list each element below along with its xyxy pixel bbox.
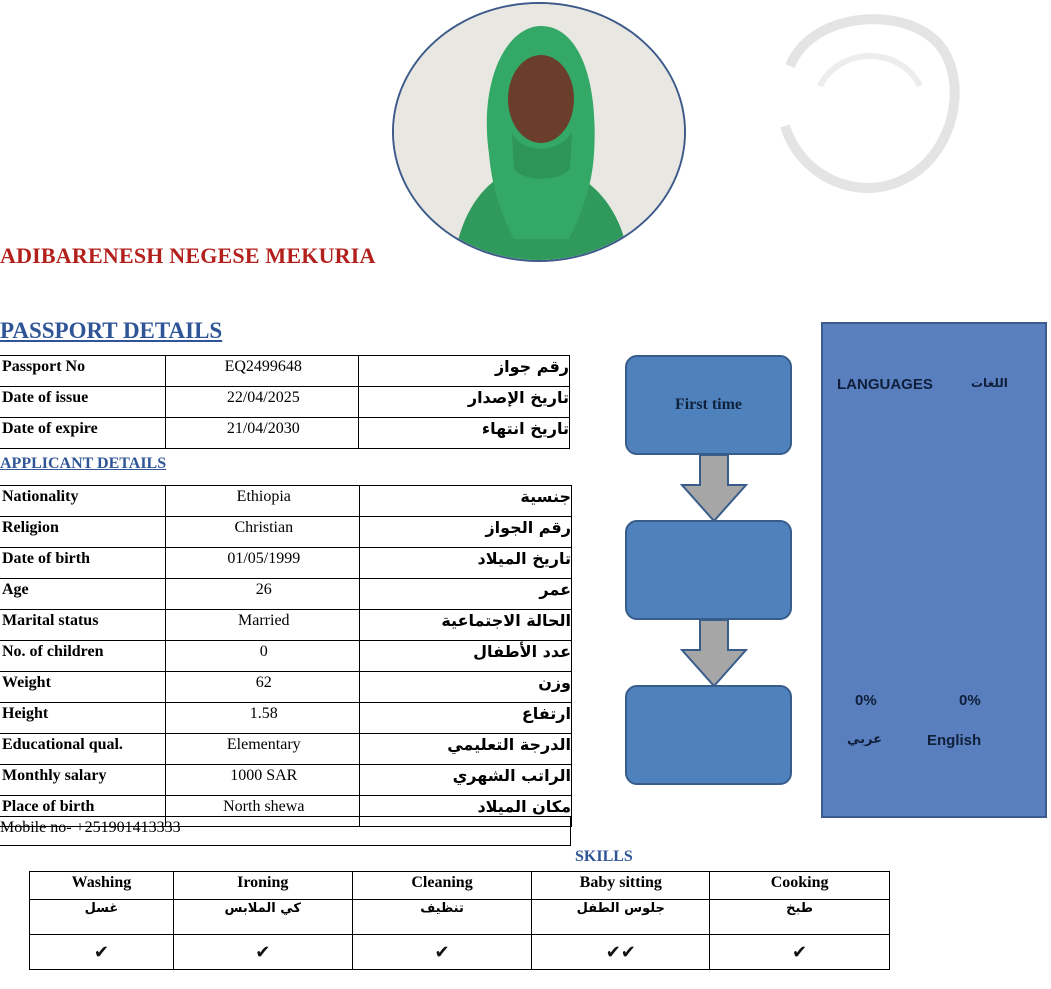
row-arabic: تاريخ الميلاد xyxy=(360,548,572,579)
skill-name: Washing xyxy=(30,872,174,900)
languages-title: LANGUAGES xyxy=(837,376,933,393)
row-label: Educational qual. xyxy=(0,734,166,765)
row-label: Monthly salary xyxy=(0,765,166,796)
table-row xyxy=(30,872,890,900)
row-label: Height xyxy=(0,703,166,734)
skills-heading: SKILLS xyxy=(575,848,633,865)
row-arabic: تاريخ الإصدار xyxy=(359,387,570,418)
row-value: 21/04/2030 xyxy=(166,418,359,449)
applicant-name: ADIBARENESH NEGESE MEKURIA xyxy=(0,243,376,268)
check-icon: ✔ xyxy=(352,935,532,970)
row-label: Date of issue xyxy=(0,387,166,418)
english-language-label: English xyxy=(927,732,982,749)
passport-table xyxy=(0,355,570,449)
row-label: Nationality xyxy=(0,486,166,517)
skill-name-arabic: تنظيف xyxy=(352,900,532,935)
skill-name-arabic: جلوس الطفل xyxy=(532,900,710,935)
row-value: EQ2499648 xyxy=(166,356,359,387)
mobile-number: Mobile no- +251901413333 xyxy=(0,816,571,846)
arabic-language-label: عربي xyxy=(847,732,883,747)
stamp-mark xyxy=(760,6,980,216)
table-row xyxy=(0,610,572,641)
check-icon: ✔ xyxy=(173,935,352,970)
check-icon: ✔ xyxy=(30,935,174,970)
row-label: Weight xyxy=(0,672,166,703)
row-arabic: الحالة الاجتماعية xyxy=(360,610,572,641)
check-icon: ✔ xyxy=(710,935,890,970)
passport-details-heading: PASSPORT DETAILS xyxy=(0,318,223,343)
skill-name-arabic: كي الملابس xyxy=(173,900,352,935)
table-row xyxy=(0,387,570,418)
table-row xyxy=(0,356,570,387)
experience-box-third xyxy=(625,685,792,785)
languages-title-arabic: اللغات xyxy=(971,376,1008,390)
table-row xyxy=(30,900,890,935)
row-value: Elementary xyxy=(166,734,360,765)
row-label: Marital status xyxy=(0,610,166,641)
flow-arrow-down-icon xyxy=(678,620,750,688)
row-arabic: مكان الميلاد xyxy=(360,796,572,827)
table-row xyxy=(0,765,572,796)
languages-panel xyxy=(821,322,1047,818)
row-arabic: ارتفاع xyxy=(360,703,572,734)
row-arabic: الدرجة التعليمي xyxy=(360,734,572,765)
arabic-percent: 0% xyxy=(855,692,877,709)
row-value: 0 xyxy=(166,641,360,672)
skill-name: Cleaning xyxy=(352,872,532,900)
table-row xyxy=(30,935,890,970)
table-row xyxy=(0,734,572,765)
row-label: No. of children xyxy=(0,641,166,672)
row-value: 62 xyxy=(166,672,360,703)
row-label: Age xyxy=(0,579,166,610)
row-label: Date of expire xyxy=(0,418,166,449)
row-arabic: جنسية xyxy=(360,486,572,517)
experience-box-first: First time xyxy=(625,355,792,455)
table-row xyxy=(0,486,572,517)
row-arabic: عمر xyxy=(360,579,572,610)
row-value: 1000 SAR xyxy=(166,765,360,796)
skills-table xyxy=(29,871,890,970)
applicant-photo xyxy=(392,2,686,262)
skill-name: Ironing xyxy=(173,872,352,900)
applicant-table xyxy=(0,485,572,827)
table-row xyxy=(0,548,572,579)
row-arabic: رقم الجواز xyxy=(360,517,572,548)
table-row xyxy=(0,672,572,703)
skill-name-arabic: غسل xyxy=(30,900,174,935)
row-arabic: تاريخ انتهاء xyxy=(359,418,570,449)
row-value: 1.58 xyxy=(166,703,360,734)
table-row xyxy=(0,418,570,449)
skill-name-arabic: طبخ xyxy=(710,900,890,935)
row-value: North shewa xyxy=(166,796,360,827)
flow-arrow-down-icon xyxy=(678,455,750,523)
row-value: Ethiopia xyxy=(166,486,360,517)
row-value: Christian xyxy=(166,517,360,548)
row-label: Passport No xyxy=(0,356,166,387)
table-row xyxy=(0,641,572,672)
row-arabic: وزن xyxy=(360,672,572,703)
row-value: Married xyxy=(166,610,360,641)
row-label: Date of birth xyxy=(0,548,166,579)
applicant-details-heading: APPLICANT DETAILS xyxy=(0,455,167,472)
row-label: Place of birth xyxy=(0,796,166,827)
row-value: 01/05/1999 xyxy=(166,548,360,579)
table-row xyxy=(0,579,572,610)
row-label: Religion xyxy=(0,517,166,548)
row-arabic: عدد الأطفال xyxy=(360,641,572,672)
row-value: 22/04/2025 xyxy=(166,387,359,418)
skill-name: Cooking xyxy=(710,872,890,900)
table-row xyxy=(0,703,572,734)
row-value: 26 xyxy=(166,579,360,610)
check-icon: ✔✔ xyxy=(532,935,710,970)
row-arabic: رقم جواز xyxy=(359,356,570,387)
table-row xyxy=(0,517,572,548)
experience-box-second xyxy=(625,520,792,620)
row-arabic: الراتب الشهري xyxy=(360,765,572,796)
skill-name: Baby sitting xyxy=(532,872,710,900)
english-percent: 0% xyxy=(959,692,981,709)
